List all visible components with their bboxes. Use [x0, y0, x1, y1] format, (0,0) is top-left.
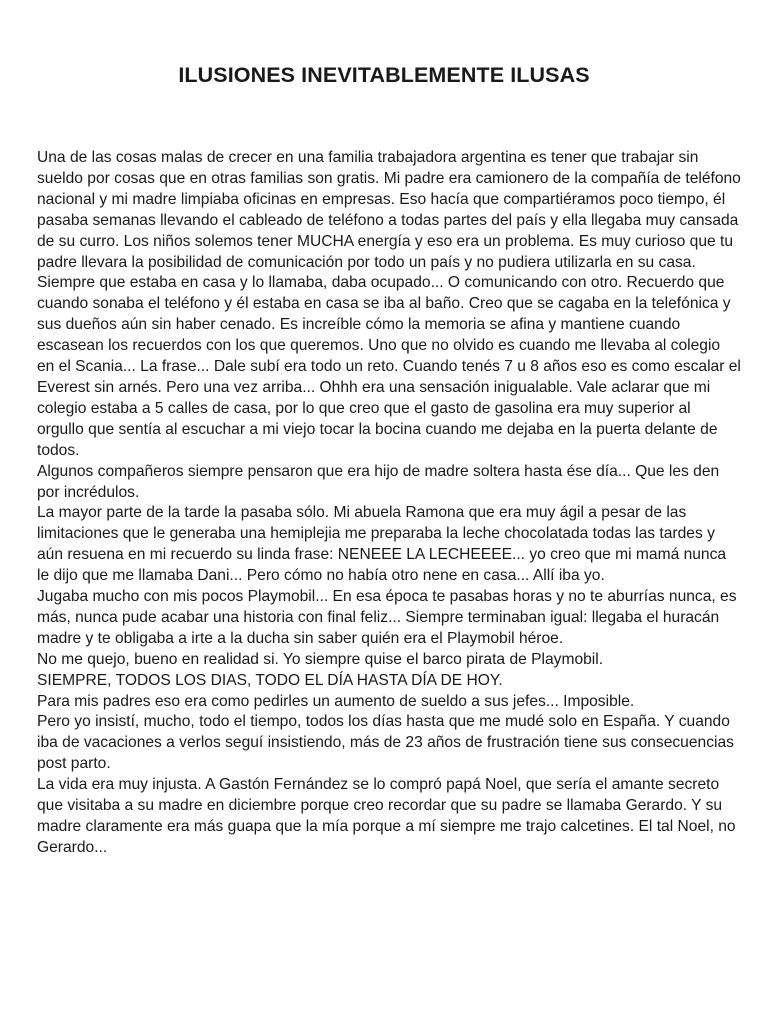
paragraph: Algunos compañeros siempre pensaron que era hijo de madre soltera hasta ése día... Que les den por incrédulos. [37, 462, 720, 501]
document-body [37, 148, 741, 859]
paragraph: La mayor parte de la tarde la pasaba sólo. Mi abuela Ramona que era muy ágil a pesar de las limitaciones que le generaba una hemiplejia me preparaba la leche chocolatada todas las tardes y aún resuena en mi recuerdo su linda frase: NENEEE LA LECHEEEE... yo creo que mi mamá nunca le dijo que me llamaba Dani... Pero cómo no había otro nene en casa... Allí iba yo. [37, 504, 727, 585]
paragraph: No me quejo, bueno en realidad si. Yo siempre quise el barco pirata de Playmobil. [37, 650, 604, 668]
paragraph: SIEMPRE, TODOS LOS DIAS, TODO EL DÍA HASTA DÍA DE HOY. [37, 671, 503, 689]
paragraph: Una de las cosas malas de crecer en una familia trabajadora argentina es tener que trabajar sin sueldo por cosas que en otras familias son gratis. Mi padre era camionero de la compañía de teléfono nacional y mi madre limpiaba oficinas en empresas. Eso hacía que compartiéramos poco tiempo, él pasaba semanas llevando el cableado de teléfono a todas partes del país y ella llegaba muy cansada de su curro. Los niños solemos tener MUCHA energía y eso era un problema. Es muy curioso que tu padre llevara la posibilidad de comunicación por todo un país y no pudiera utilizarla en su casa. Siempre que estaba en casa y lo llamaba, daba ocupado... O comunicando con otro. Recuerdo que cuando sonaba el teléfono y él estaba en casa se iba al baño. Creo que se cagaba en la telefónica y sus dueños aún sin haber cenado. Es increíble cómo la memoria se afina y mantiene cuando escasean los recuerdos con los que queremos. Uno que no olvido es cuando me llevaba al colegio en el Scania... La frase... Dale subí era todo un reto. Cuando tenés 7 u 8 años eso es como escalar el Everest sin arnés. Pero una vez arriba... Ohhh era una sensación inigualable. Vale aclarar que mi colegio estaba a 5 calles de casa, por lo que creo que el gasto de gasolina era muy superior al orgullo que sentía al escuchar a mi viejo tocar la bocina cuando me dejaba en la puerta delante de todos. [37, 149, 741, 459]
paragraph: Jugaba mucho con mis pocos Playmobil... En esa época te pasabas horas y no te aburrías nunca, es más, nunca pude acabar una historia con final feliz... Siempre terminaban igual: llegaba el huracán madre y te obligaba a irte a la ducha sin saber quién era el Playmobil héroe. [37, 588, 737, 647]
paragraph: La vida era muy injusta. A Gastón Fernández se lo compró papá Noel, que sería el amante secreto que visitaba a su madre en diciembre porque creo recordar que su padre se llamaba Gerardo. Y su madre claramente era más guapa que la mía porque a mí siempre me trajo calcetines. El tal Noel, no Gerardo... [37, 776, 736, 856]
document-title: ILUSIONES INEVITABLEMENTE ILUSAS [178, 63, 590, 87]
paragraph: Para mis padres eso era como pedirles un aumento de sueldo a sus jefes... Imposible. [37, 692, 635, 710]
paragraph: Pero yo insistí, mucho, todo el tiempo, todos los días hasta que me mudé solo en España. Y cuando iba de vacaciones a verlos seguí insistiendo, más de 23 años de frustración tiene sus consecuencias post parto. [37, 713, 734, 773]
